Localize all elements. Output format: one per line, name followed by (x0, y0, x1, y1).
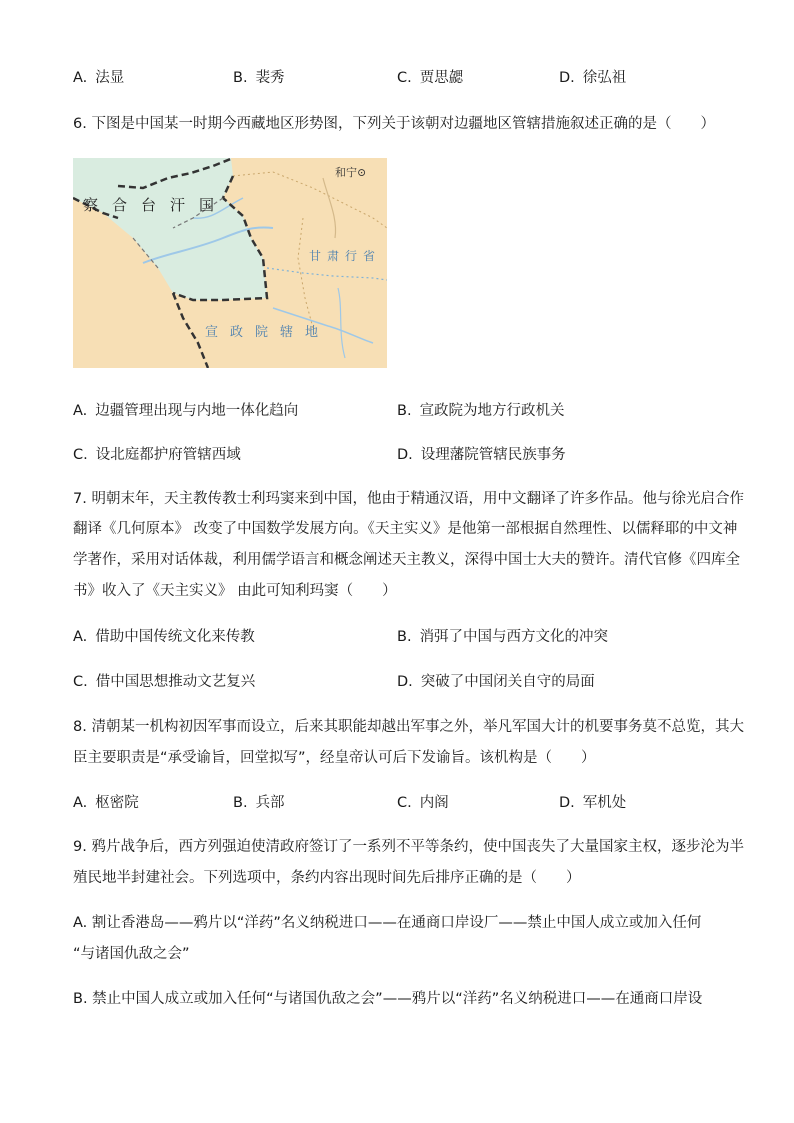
label-chagatai-khanate: 察合台汗国 (83, 196, 229, 214)
q6-option-a[interactable] (73, 399, 298, 420)
option-text: 裴秀 (255, 70, 285, 86)
option-letter: A. (73, 403, 88, 419)
q8-stem-line: 8. 清朝某一机构初因军事而设立，后来其职能却越出军事之外，举凡军国大计的机要事务莫不总览，其大 (73, 719, 744, 735)
q8-stem-line: 臣主要职责是“承受谕旨，回堂拟写”，经皇帝认可后下发谕旨。该机构是（ ） (73, 750, 596, 766)
q5-option-a[interactable] (73, 66, 124, 87)
option-letter: C. (73, 674, 88, 690)
q7-stem-line: 翻译《几何原本》 改变了中国数学发展方向。《天主实义》是他第一部根据自然理性、以儒释耶的中文神 (73, 521, 738, 537)
option-text: 借中国思想推动文艺复兴 (95, 674, 256, 690)
q7-stem-line: 书》收入了《天主实义》 由此可知利玛窦（ ） (73, 583, 397, 599)
option-letter: A. (73, 795, 88, 811)
option-text: A. 割让香港岛——鸦片以“洋药”名义纳税进口——在通商口岸设厂——禁止中国人成立或加入任何 (73, 915, 702, 931)
option-letter: C. (73, 447, 88, 463)
q7-option-d[interactable] (397, 670, 595, 691)
option-letter: D. (397, 447, 413, 463)
q6-map (73, 158, 387, 368)
option-text: 兵部 (255, 795, 285, 811)
option-letter: C. (397, 795, 412, 811)
q8-option-b[interactable] (233, 791, 285, 812)
option-text: 借助中国传统文化来传教 (95, 629, 255, 645)
option-text: 法显 (95, 70, 125, 86)
tibet-map-figure (73, 158, 387, 368)
option-text: 徐弘祖 (582, 70, 627, 86)
option-text: 突破了中国闭关自守的局面 (420, 674, 595, 690)
option-text: 贾思勰 (419, 70, 464, 86)
q9-option-b[interactable] (73, 987, 702, 1008)
q7-option-b[interactable] (397, 625, 608, 646)
option-text: 枢密院 (95, 795, 139, 811)
q9-option-a-continued[interactable] (73, 942, 190, 963)
q9-option-a[interactable] (73, 911, 701, 932)
option-text: “与诸国仇敌之会” (73, 946, 190, 962)
option-letter: B. (233, 70, 248, 86)
option-letter: B. (397, 403, 412, 419)
option-text: 内阁 (419, 795, 449, 811)
option-text: 边疆管理出现与内地一体化趋向 (95, 403, 299, 419)
q8-option-a[interactable] (73, 791, 139, 812)
option-letter: A. (73, 629, 88, 645)
option-text: 军机处 (582, 795, 627, 811)
q6-option-c[interactable] (73, 443, 241, 464)
q5-option-c[interactable] (397, 66, 463, 87)
q9-stem-line: 9. 鸦片战争后，西方列强迫使清政府签订了一系列不平等条约，使中国丧失了大量国家主权，逐步沦为半 (73, 839, 744, 855)
label-heping: 和宁⊙ (335, 166, 367, 179)
option-letter: D. (559, 70, 575, 86)
q9-stem-line: 殖民地半封建社会。下列选项中，条约内容出现时间先后排序正确的是（ ） (73, 870, 581, 886)
q7-stem-line: 7. 明朝末年，天主教传教士利玛窦来到中国，他由于精通汉语，用中文翻译了许多作品。他与徐光启合作 (73, 491, 744, 507)
option-letter: B. (397, 629, 412, 645)
q6-option-d[interactable] (397, 443, 566, 464)
label-xuanzheng-territory: 宣政院辖地 (205, 325, 331, 340)
q5-option-d[interactable] (559, 66, 626, 87)
option-text: 设理藩院管辖民族事务 (420, 447, 566, 463)
option-letter: C. (397, 70, 412, 86)
option-text: B. 禁止中国人成立或加入任何“与诸国仇敌之会”——鸦片以“洋药”名义纳税进口——在通商口岸设 (73, 991, 703, 1007)
q8-option-d[interactable] (559, 791, 626, 812)
option-letter: D. (397, 674, 413, 690)
label-gansu-province: 甘肃行省 (309, 249, 382, 263)
option-letter: D. (559, 795, 575, 811)
option-letter: A. (73, 70, 88, 86)
option-text: 消弭了中国与西方文化的冲突 (419, 629, 609, 645)
q6-stem: 6. 下图是中国某一时期今西藏地区形势图，下列关于该朝对边疆地区管辖措施叙述正确的是（ ） (73, 116, 715, 132)
option-letter: B. (233, 795, 248, 811)
q7-option-a[interactable] (73, 625, 255, 646)
option-text: 设北庭都护府管辖西域 (95, 447, 241, 463)
q7-stem-line: 学著作，采用对话体裁，利用儒学语言和概念阐述天主教义，深得中国士大夫的赞许。清代官修《四库全 (73, 552, 740, 568)
q6-option-b[interactable] (397, 399, 565, 420)
q8-option-c[interactable] (397, 791, 449, 812)
option-text: 宣政院为地方行政机关 (419, 403, 565, 419)
q7-option-c[interactable] (73, 670, 255, 691)
q5-option-b[interactable] (233, 66, 285, 87)
